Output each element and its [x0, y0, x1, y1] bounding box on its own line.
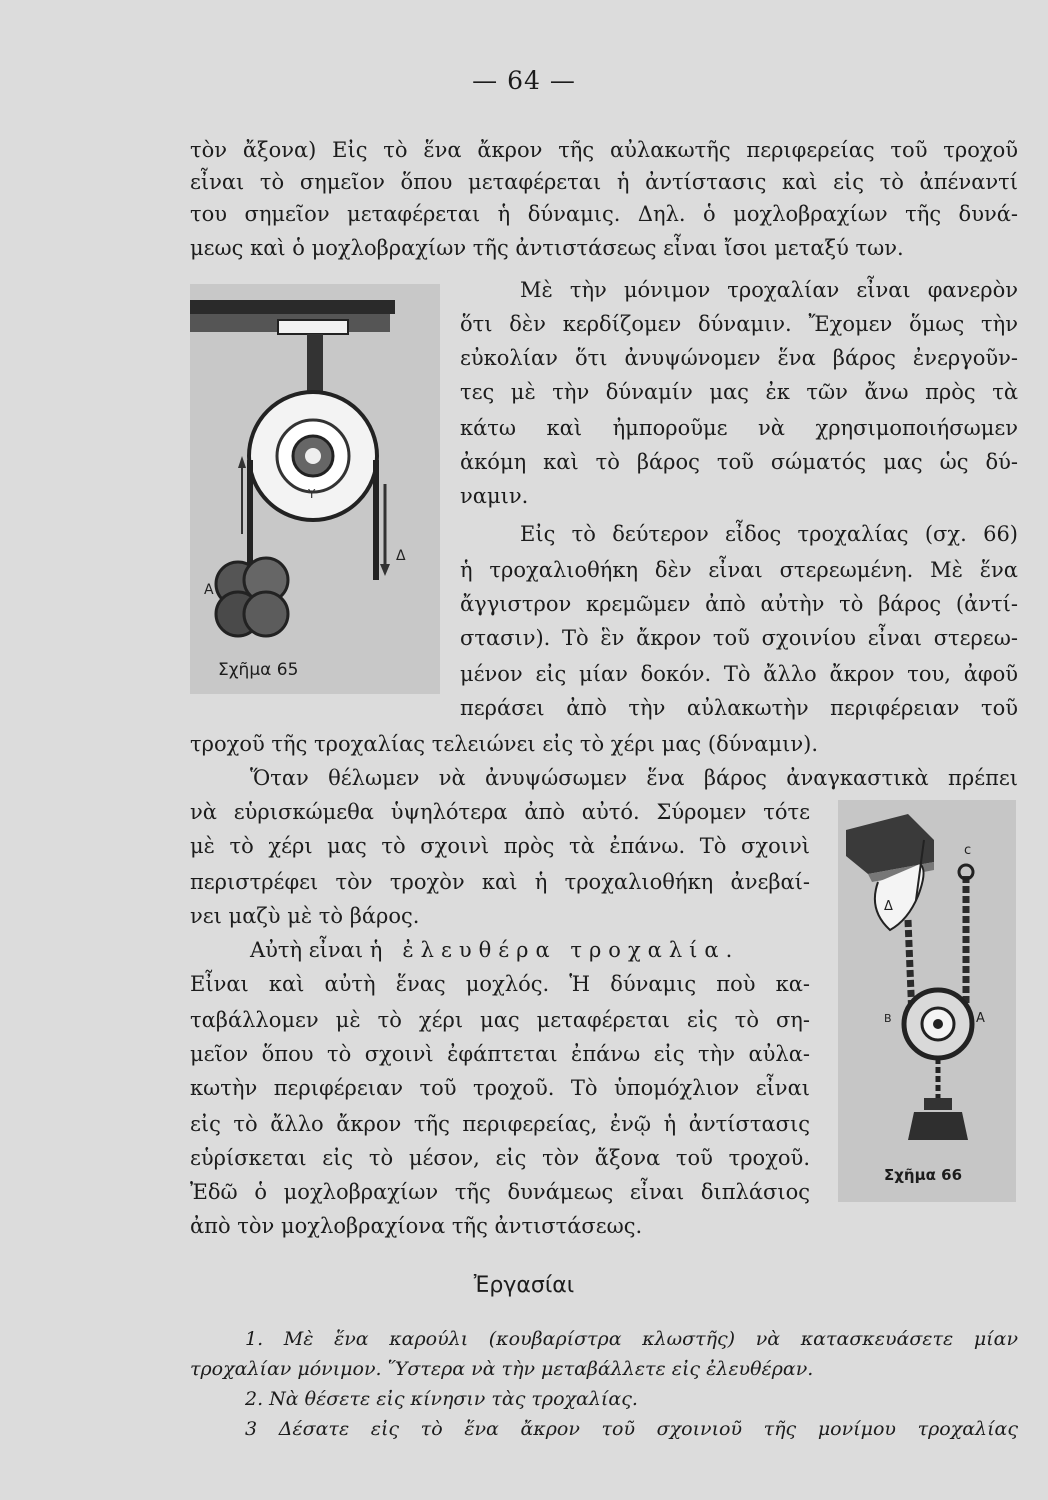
label-force: Δ [396, 548, 406, 564]
text-line: Ἐδῶ ὁ μοχλοβραχίων τῆς δυνάμεως εἶναι διπλάσιος [190, 1180, 810, 1204]
text-line: τὸν ἄξονα) Εἰς τὸ ἕνα ἄκρον τῆς αὐλακωτῆς περιφερείας τοῦ τροχοῦ [190, 138, 1018, 162]
exercises-heading: Ἐργασίαι [473, 1273, 575, 1298]
text-line: του σημεῖον μεταφέρεται ἡ δύναμις. Δηλ. ὁ μοχλοβραχίων τῆς δυνά- [190, 202, 1018, 226]
text-line [190, 934, 810, 966]
text-line: Μὲ τὴν μόνιμον τροχαλίαν εἶναι φανερὸν [520, 278, 1018, 302]
text-line: μεῖον ὅπου τὸ σχοινὶ ἐφάπτεται ἐπάνω εἰς τὴν αὐλα- [190, 1042, 810, 1066]
term-free-pulley: ἐλευθέρα τροχαλία. [402, 938, 740, 962]
text-line: κωτὴν περιφέρειαν τοῦ τροχοῦ. Τὸ ὑπομόχλιον εἶναι [190, 1076, 810, 1100]
exercise-line: τροχαλίαν μόνιμον. Ὕστερα νὰ τὴν μεταβάλλετε εἰς ἐλευθέραν. [190, 1358, 814, 1380]
label-a: Α [976, 1011, 985, 1026]
text-line: στασιν). Τὸ ἓν ἄκρον τοῦ σχοινίου εἶναι στερεω- [460, 626, 1018, 650]
label-d: Δ [884, 899, 893, 914]
figure-caption: Σχῆμα 65 [218, 660, 299, 680]
exercise-line: 1. Μὲ ἕνα καρούλι (κουβαρίστρα κλωστῆς) νὰ κατασκευάσετε μίαν [245, 1328, 1018, 1350]
text-line: περιστρέφει τὸν τροχὸν καὶ ἡ τροχαλιοθήκη ἀνεβαί- [190, 870, 810, 894]
figure-66 [838, 800, 1016, 1202]
text-line: τες μὲ τὴν δύναμίν μας ἐκ τῶν ἄνω πρὸς τὰ [460, 380, 1018, 404]
text-line: εὐκολίαν ὅτι ἀνυψώνομεν ἕνα βάρος ἐνεργοῦν- [460, 346, 1018, 370]
fixed-pulley-illustration [190, 284, 440, 694]
svg-text:Υ: Υ [308, 487, 316, 501]
exercise-line: 3 Δέσατε εἰς τὸ ἕνα ἄκρον τοῦ σχοινιοῦ τῆς μονίμου τροχαλίας [245, 1418, 1018, 1440]
text-line: εὑρίσκεται εἰς τὸ μέσον, εἰς τὸν ἄξονα τοῦ τροχοῦ. [190, 1146, 810, 1170]
text-line: μένον εἰς μίαν δοκόν. Τὸ ἄλλο ἄκρον του, ἀφοῦ [460, 662, 1018, 686]
text-line: μεως καὶ ὁ μοχλοβραχίων τῆς ἀντιστάσεως εἶναι ἴσοι μεταξύ των. [190, 236, 904, 260]
page-number: — 64 — [472, 66, 576, 95]
figure-caption: Σχῆμα 66 [884, 1166, 963, 1184]
text-line: εἰς τὸ ἄλλο ἄκρον τῆς περιφερείας, ἐνῷ ἡ ἀντίστασις [190, 1112, 810, 1136]
text-line: εἶναι τὸ σημεῖον ὅπου μεταφέρεται ἡ ἀντίστασις καὶ εἰς τὸ ἀπέναντί [190, 170, 1018, 194]
text-line: Εἶναι καὶ αὐτὴ ἕνας μοχλός. Ἡ δύναμις ποὺ κα- [190, 972, 810, 996]
text-line: ὅτι δὲν κερδίζομεν δύναμιν. Ἔχομεν ὅμως τὴν [460, 312, 1018, 336]
free-pulley-illustration [838, 800, 1016, 1202]
text-line: ἀκόμη καὶ τὸ βάρος τοῦ σώματός μας ὡς δύ- [460, 450, 1018, 474]
weight-icon [216, 558, 288, 636]
text-line: Εἰς τὸ δεύτερον εἶδος τροχαλίας (σχ. 66) [520, 522, 1018, 546]
text-fragment: Αὐτὴ εἶναι ἡ [250, 938, 383, 962]
text-line: ἄγγιστρον κρεμῶμεν ἀπὸ αὐτὴν τὸ βάρος (ἀντί- [460, 592, 1018, 616]
label-weight: Α [204, 582, 214, 598]
text-line: ἀπὸ τὸν μοχλοβραχίονα τῆς ἀντιστάσεως. [190, 1214, 643, 1238]
text-line: ταβάλλομεν μὲ τὸ χέρι μας μεταφέρεται εἰς τὸ ση- [190, 1008, 810, 1032]
text-line: κάτω καὶ ἠμποροῦμε νὰ χρησιμοποιήσωμεν [460, 416, 1018, 440]
text-line: νὰ εὑρισκώμεθα ὑψηλότερα ἀπὸ αὐτό. Σύρομεν τότε [190, 800, 810, 824]
text-line: νει μαζὺ μὲ τὸ βάρος. [190, 904, 420, 928]
text-line: περάσει ἀπὸ τὴν αὐλακωτὴν περιφέρειαν τοῦ [460, 696, 1018, 720]
text-line: ἡ τροχαλιοθήκη δὲν εἶναι στερεωμένη. Μὲ ἕνα [460, 558, 1018, 582]
figure-65 [190, 284, 440, 694]
text-line: τροχοῦ τῆς τροχαλίας τελειώνει εἰς τὸ χέρι μας (δύναμιν). [190, 732, 819, 756]
exercise-line: 2. Νὰ θέσετε εἰς κίνησιν τὰς τροχαλίας. [245, 1388, 638, 1410]
label-b: Β [884, 1012, 892, 1025]
text-line: ναμιν. [460, 484, 529, 508]
label-c: c [964, 843, 972, 858]
text-line: μὲ τὸ χέρι μας τὸ σχοινὶ πρὸς τὰ ἐπάνω. Τὸ σχοινὶ [190, 834, 810, 858]
text-line: Ὅταν θέλωμεν νὰ ἀνυψώσωμεν ἕνα βάρος ἀναγκαστικὰ πρέπει [250, 766, 1018, 790]
